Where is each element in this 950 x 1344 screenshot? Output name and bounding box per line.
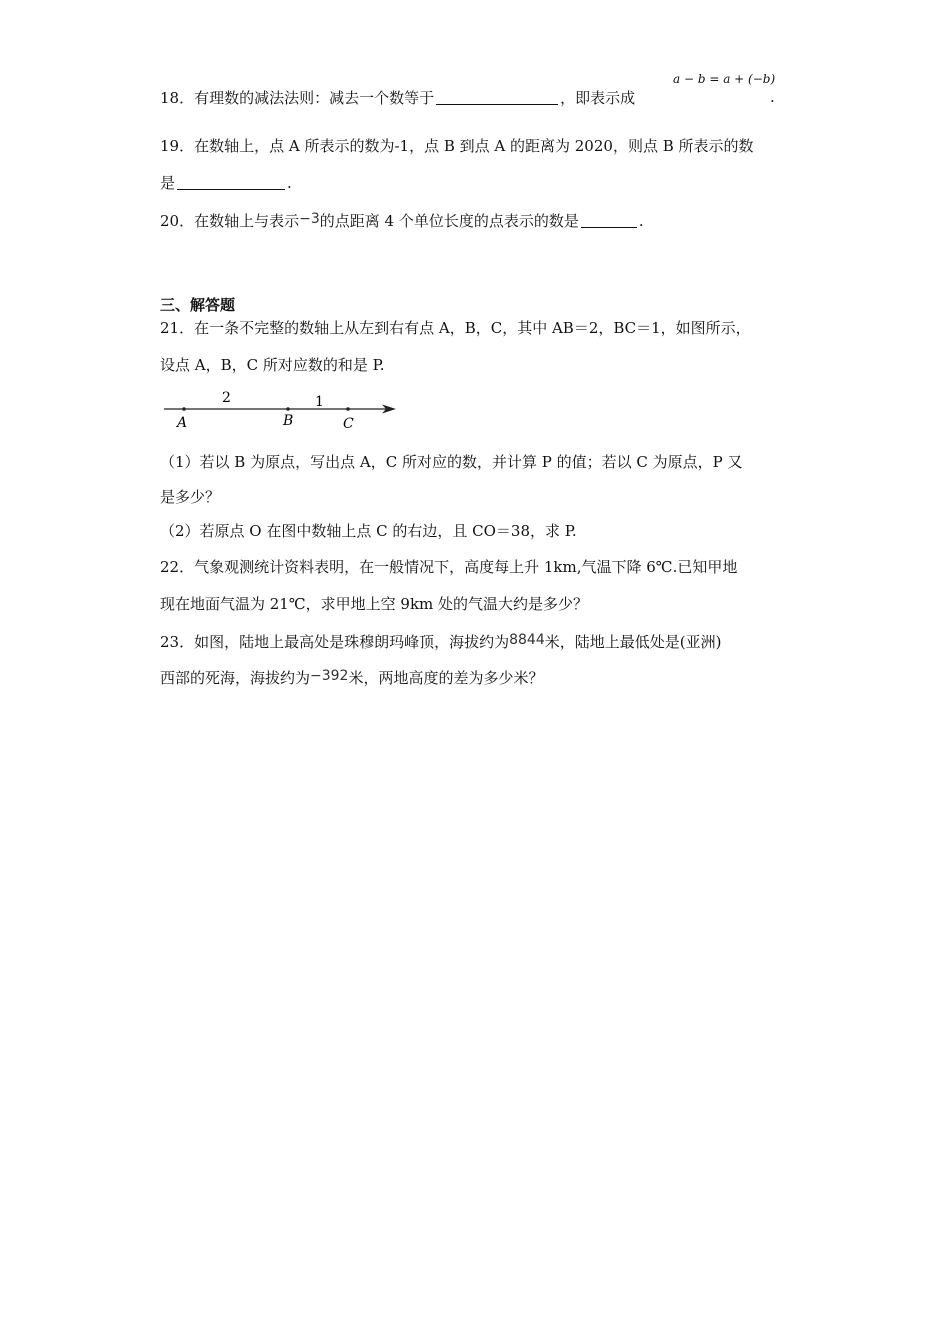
q23-line1-prefix: 23．如图，陆地上最高处是珠穆朗玛峰顶，海拔约为 [160, 633, 510, 651]
q23-line2-suffix: 米，两地高度的差为多少米？ [348, 669, 544, 687]
question-21-sub2: （2）若原点 O 在图中数轴上点 C 的右边，且 CO＝38，求 P. [160, 522, 577, 540]
point-c-label: C [343, 416, 354, 432]
q19-end: . [287, 174, 292, 192]
q23-line2-prefix: 西部的死海，海拔约为 [160, 669, 311, 687]
q18-mid: ，即表示成 [560, 89, 636, 107]
question-21-line2: 设点 A，B，C 所对应数的和是 P. [160, 356, 385, 374]
question-20 [160, 209, 644, 231]
q23-value-dead-sea: −392 [310, 668, 349, 684]
question-18 [160, 88, 635, 108]
q19-answer-blank[interactable] [177, 173, 285, 190]
q18-formula: a − b = a + (−b) [673, 72, 776, 86]
point-b-marker [286, 407, 290, 411]
question-21-sub1-line1: （1）若以 B 为原点，写出点 A，C 所对应的数，并计算 P 的值；若以 C 为原点，P 又 [160, 453, 743, 471]
q20-prefix: 20．在数轴上与表示 [160, 212, 300, 230]
question-19-line2 [160, 173, 292, 193]
q18-answer-blank[interactable] [436, 88, 558, 105]
question-21-sub1-line2: 是多少？ [160, 488, 221, 506]
q20-value: −3 [299, 211, 320, 227]
q18-prefix: 18．有理数的减法法则：减去一个数等于 [160, 89, 435, 107]
question-21-line1: 21．在一条不完整的数轴上从左到右有点 A，B，C，其中 AB＝2，BC＝1，如图所示， [160, 319, 751, 337]
point-c-marker [346, 407, 350, 411]
section-heading: 三、解答题 [160, 296, 236, 314]
point-b-label: B [283, 413, 294, 429]
question-22-line1: 22．气象观测统计资料表明，在一般情况下，高度每上升 1km,气温下降 6℃.已知甲地 [160, 558, 738, 576]
question-23-line2 [160, 666, 543, 688]
distance-ab-label: 2 [222, 390, 231, 406]
q20-answer-blank[interactable] [581, 211, 637, 228]
q20-mid: 的点距离 4 个单位长度的点表示的数是 [319, 212, 579, 230]
q19-prefix: 是 [160, 174, 176, 192]
q18-end: . [770, 88, 775, 106]
question-22-line2: 现在地面气温为 21℃，求甲地上空 9km 处的气温大约是多少？ [160, 595, 589, 613]
q20-end: . [638, 212, 644, 230]
distance-bc-label: 1 [315, 394, 324, 410]
q23-line1-suffix: 米，陆地上最低处是(亚洲) [544, 633, 722, 651]
question-19-line1: 19．在数轴上，点 A 所表示的数为-1，点 B 到点 A 的距离为 2020，则点 B 所表示的数 [160, 137, 754, 155]
number-line-figure [160, 386, 405, 434]
point-a-marker [182, 407, 186, 411]
q23-value-everest: 8844 [509, 632, 545, 648]
point-a-label: A [177, 415, 188, 431]
question-23-line1 [160, 630, 721, 652]
